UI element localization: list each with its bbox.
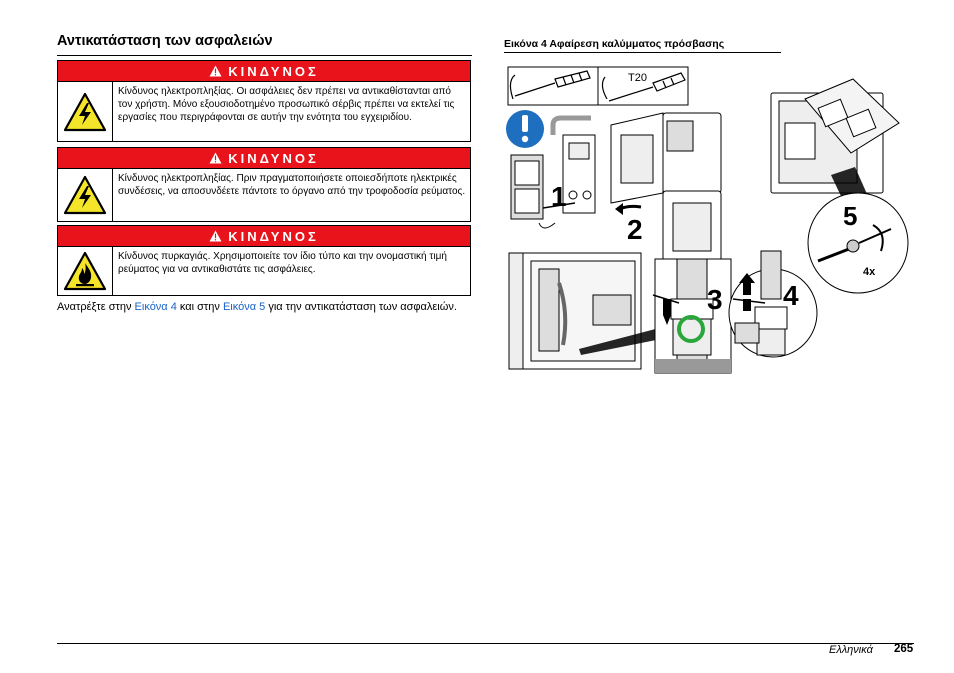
danger-header — [58, 61, 470, 82]
step-number: 4 — [783, 280, 799, 311]
step-number: 2 — [627, 214, 643, 245]
step-number: 3 — [707, 284, 723, 315]
danger-box-2 — [57, 147, 471, 222]
figure-4-link[interactable]: Εικόνα 4 — [134, 301, 177, 313]
warning-triangle-icon — [209, 152, 222, 164]
enclosure-interior — [509, 253, 641, 369]
figure-5-link[interactable]: Εικόνα 5 — [222, 301, 266, 313]
danger-text: Κίνδυνος ηλεκτροπληξίας. Οι ασφάλειες δεν πρέπει να αντικαθίστανται από τον χρήστη. Μόνο εξουσιοδοτημένο προσωπικό σέρβις πρέπει να εκτελεί τις εργασίες που περιγράφονται σε αυτήν την ενότητα του εγχειριδίου. — [118, 86, 455, 123]
reference-text: Ανατρέξτε στην — [57, 301, 135, 313]
reference-paragraph — [57, 300, 472, 315]
danger-text: Κίνδυνος ηλεκτροπληξίας. Πριν πραγματοποιήσετε οποιεσδήποτε ηλεκτρικές συνδέσεις, να αποσυνδέετε πάντοτε το όργανο από την τροφοδοσία ρεύματος. — [118, 173, 466, 197]
reference-text: για την αντικατάσταση των ασφαλειών. — [265, 301, 457, 313]
step-number: 1 — [551, 181, 567, 212]
electrical-hazard-icon — [58, 82, 113, 141]
danger-box-3 — [57, 225, 471, 296]
section-divider — [57, 55, 472, 56]
electrical-hazard-icon — [58, 169, 113, 221]
warning-triangle-icon — [209, 65, 222, 77]
fire-hazard-icon — [58, 247, 113, 295]
reference-text: και στην — [176, 301, 223, 313]
access-cover-removal-illustration — [503, 63, 910, 375]
screw-count-label: 4x — [863, 266, 876, 278]
footer-language: Ελληνικά — [829, 644, 873, 656]
section-title: Αντικατάσταση των ασφαλειών — [57, 33, 273, 49]
notice-icon — [506, 110, 544, 148]
caption-divider — [504, 52, 781, 53]
fitting-detail-4 — [729, 251, 817, 357]
danger-header — [58, 226, 470, 247]
page-number: 265 — [894, 643, 914, 655]
footer-divider — [57, 643, 914, 644]
danger-heading: ΚΙΝΔΥΝΟΣ — [228, 150, 319, 166]
danger-heading: ΚΙΝΔΥΝΟΣ — [228, 228, 319, 244]
danger-header — [58, 148, 470, 169]
warning-triangle-icon — [209, 230, 222, 242]
danger-text: Κίνδυνος πυρκαγιάς. Χρησιμοποιείτε τον ίδιο τύπο και την ονομαστική τιμή ρεύματος για να αντικαθιστάτε τις ασφάλειες. — [118, 251, 447, 275]
danger-box-1 — [57, 60, 471, 142]
step-number: 5 — [843, 201, 858, 231]
figure-caption: Εικόνα 4 Αφαίρεση καλύμματος πρόσβασης — [504, 38, 725, 50]
danger-heading: ΚΙΝΔΥΝΟΣ — [228, 63, 319, 79]
tool-label: T20 — [628, 72, 647, 84]
screw-detail — [808, 193, 908, 293]
